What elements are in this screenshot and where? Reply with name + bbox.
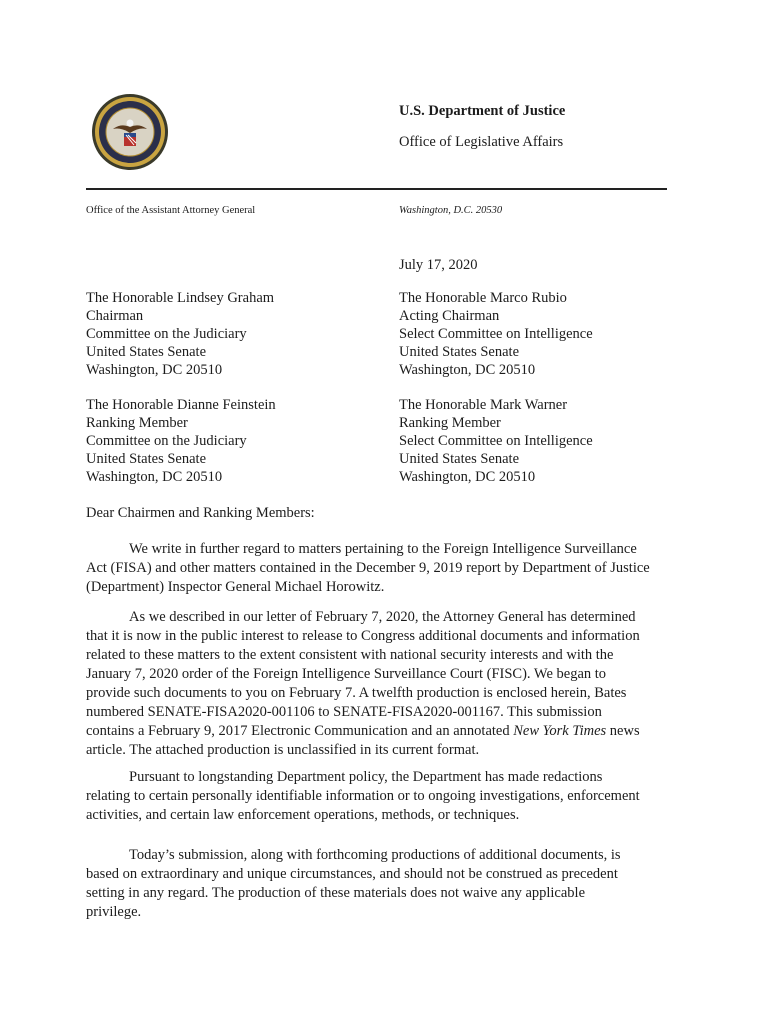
- recipient-line: Chairman: [86, 308, 144, 325]
- paragraph-text: news: [606, 723, 640, 739]
- recipient-line: Ranking Member: [86, 415, 188, 432]
- paragraph-line: related to these matters to the extent consistent with national security interests and with the: [86, 647, 614, 663]
- recipient-line: Ranking Member: [399, 415, 501, 432]
- location-label: Washington, D.C. 20530: [399, 205, 503, 216]
- paragraph-line: numbered SENATE-FISA2020-001106 to SENATE-FISA2020-001167. This submission: [86, 704, 602, 720]
- body-paragraph-1: [86, 540, 686, 597]
- paragraph-line: provide such documents to you on February 7. A twelfth production is enclosed herein, Bates: [86, 685, 627, 701]
- recipient-line: Washington, DC 20510: [399, 469, 536, 486]
- letterhead-divider: [86, 188, 667, 190]
- recipient-line: The Honorable Dianne Feinstein: [86, 397, 276, 413]
- recipient-line: Committee on the Judiciary: [86, 326, 247, 343]
- newspaper-title: New York Times: [513, 723, 607, 739]
- paragraph-line: (Department) Inspector General Michael Horowitz.: [86, 579, 385, 595]
- office-name: Office of Legislative Affairs: [399, 134, 564, 150]
- recipient-line: The Honorable Marco Rubio: [399, 290, 567, 306]
- recipient-line: Committee on the Judiciary: [86, 433, 247, 450]
- letter-date: July 17, 2020: [399, 257, 478, 273]
- recipient-line: United States Senate: [86, 344, 207, 361]
- recipient-line: Select Committee on Intelligence: [399, 326, 593, 343]
- paragraph-line: We write in further regard to matters pertaining to the Foreign Intelligence Surveillance: [129, 541, 637, 557]
- paragraph-line: relating to certain personally identifiable information or to ongoing investigations, enforcement: [86, 788, 640, 804]
- paragraph-line: Pursuant to longstanding Department policy, the Department has made redactions: [129, 769, 603, 785]
- sub-office-label: Office of the Assistant Attorney General: [86, 205, 256, 216]
- recipient-line: United States Senate: [86, 451, 207, 468]
- body-paragraph-2: [86, 608, 686, 760]
- recipient-line: Washington, DC 20510: [86, 469, 223, 486]
- recipient-line: Acting Chairman: [399, 308, 500, 325]
- paragraph-line: Act (FISA) and other matters contained in the December 9, 2019 report by Department of Justice: [86, 560, 650, 576]
- doj-seal-icon: [91, 93, 169, 171]
- body-paragraph-4: [86, 846, 686, 922]
- recipient-line: United States Senate: [399, 451, 520, 468]
- recipient-block-warner: [399, 396, 593, 486]
- recipient-block-graham: [86, 289, 274, 379]
- body-paragraph-3: [86, 768, 686, 825]
- paragraph-line: setting in any regard. The production of these materials does not waive any applicable: [86, 885, 586, 901]
- recipient-line: United States Senate: [399, 344, 520, 361]
- paragraph-text: contains a February 9, 2017 Electronic Communication and an annotated: [86, 723, 514, 739]
- paragraph-line: activities, and certain law enforcement operations, methods, or techniques.: [86, 807, 520, 823]
- recipient-block-rubio: [399, 289, 593, 379]
- salutation: Dear Chairmen and Ranking Members:: [86, 505, 315, 521]
- paragraph-line: article. The attached production is unclassified in its current format.: [86, 742, 480, 758]
- paragraph-line: based on extraordinary and unique circumstances, and should not be construed as precedent: [86, 866, 618, 882]
- department-name: U.S. Department of Justice: [399, 103, 566, 119]
- recipient-line: The Honorable Lindsey Graham: [86, 290, 275, 306]
- recipient-line: Select Committee on Intelligence: [399, 433, 593, 450]
- paragraph-line: that it is now in the public interest to release to Congress additional documents and information: [86, 628, 640, 644]
- paragraph-line: As we described in our letter of February 7, 2020, the Attorney General has determined: [129, 609, 636, 625]
- paragraph-line: privilege.: [86, 904, 142, 920]
- paragraph-line: January 7, 2020 order of the Foreign Intelligence Surveillance Court (FISC). We began to: [86, 666, 607, 682]
- paragraph-line: [86, 722, 686, 741]
- recipient-line: The Honorable Mark Warner: [399, 397, 568, 413]
- recipient-line: Washington, DC 20510: [86, 362, 223, 379]
- recipient-block-feinstein: [86, 396, 276, 486]
- recipient-line: Washington, DC 20510: [399, 362, 536, 379]
- paragraph-line: Today’s submission, along with forthcoming productions of additional documents, is: [129, 847, 621, 863]
